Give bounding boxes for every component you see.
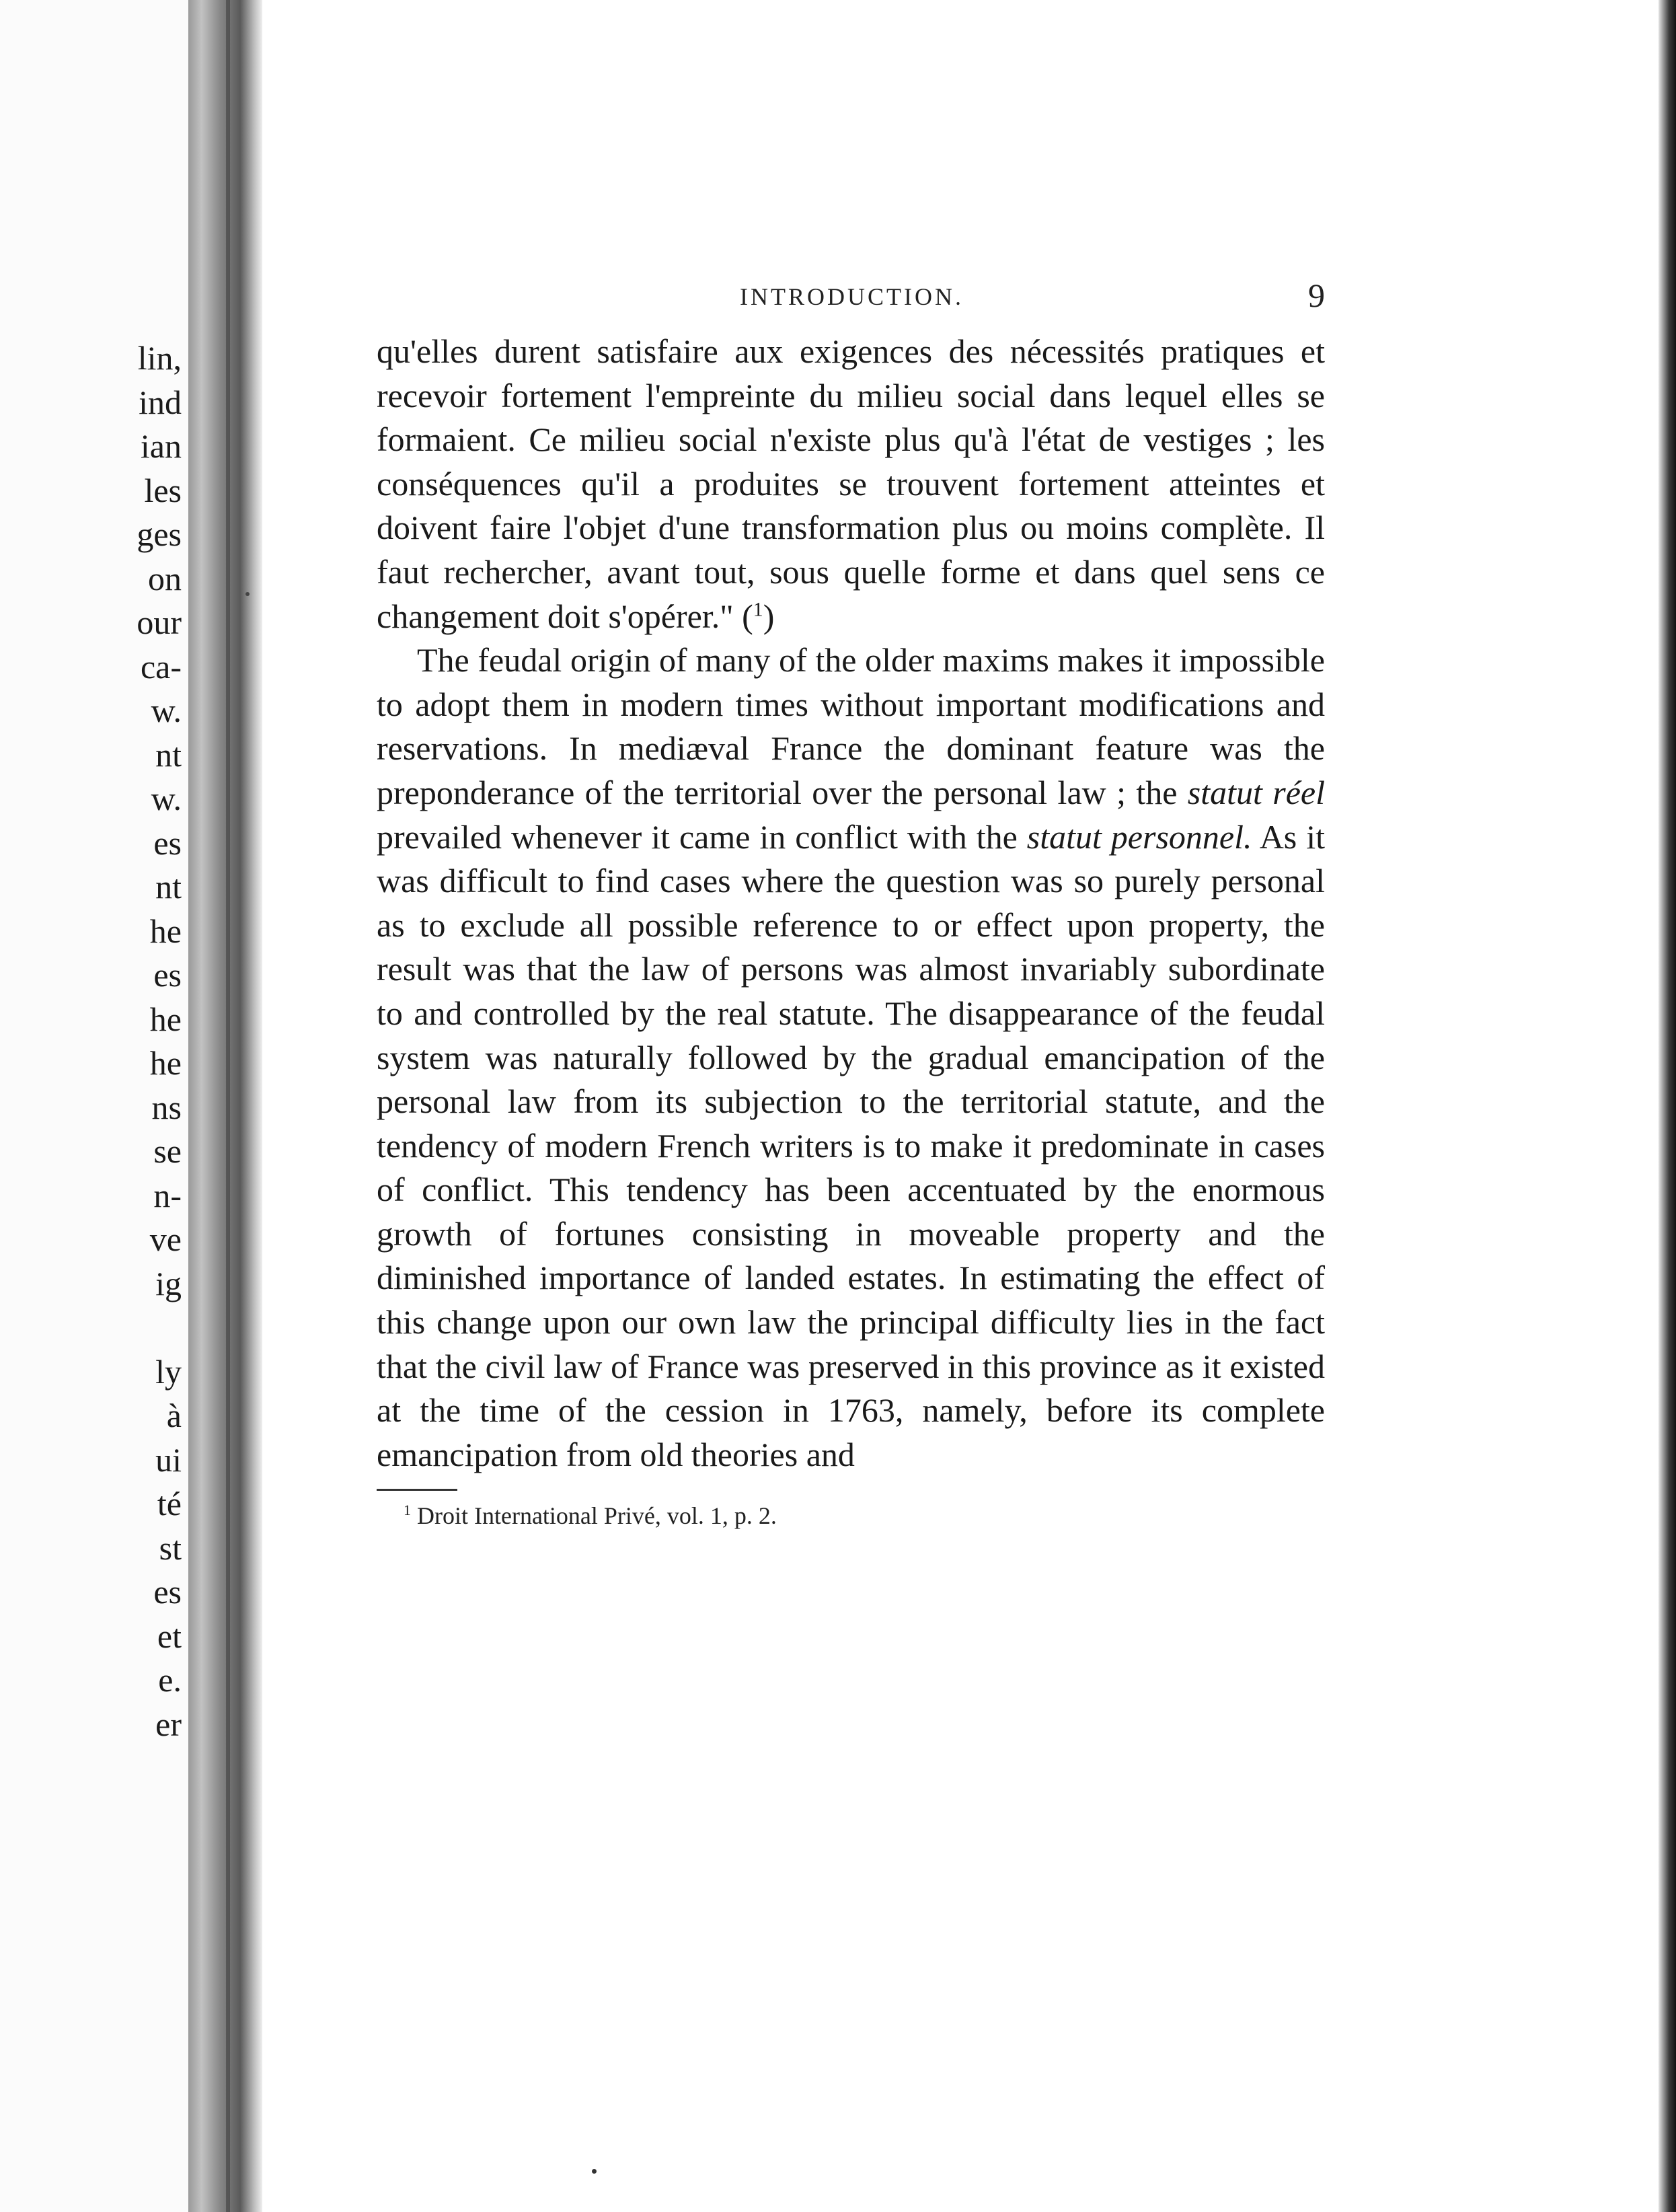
- footnote: [377, 1500, 1325, 1531]
- facing-page-line: ig: [155, 1264, 182, 1302]
- scan-border: [1659, 0, 1676, 2212]
- italic-term: statut personnel.: [1026, 817, 1252, 856]
- facing-page-line: er: [155, 1705, 182, 1743]
- facing-page-line: he: [149, 1044, 182, 1082]
- facing-page-line: té: [157, 1485, 182, 1522]
- facing-page-line: nt: [155, 868, 182, 906]
- facing-page-text: [0, 336, 182, 1746]
- facing-page-line: es: [153, 956, 182, 994]
- facing-page-line: ges: [137, 515, 182, 553]
- paragraph-text: qu'elles durent satisfaire aux exigences des nécessités pratiques et recevoir fortement l'empreinte du milieu social dans lequel elles se formaient. Ce milieu social n'existe plus qu'à l'état de vestiges ; les conséquences qu'il a produites se trouvent fortement atteintes et doivent faire l'objet d'une transformation plus ou moins complète. Il faut rechercher, avant tout, sous quelle forme et dans quel sens ce changement doit s'opérer." (: [377, 332, 1325, 635]
- page-edge: [226, 0, 230, 2212]
- specks: [592, 2169, 597, 2174]
- facing-page-line: les: [144, 471, 182, 509]
- facing-page-line: w.: [151, 780, 182, 817]
- facing-page-line: ve: [149, 1220, 182, 1258]
- facing-page-line: st: [159, 1528, 182, 1567]
- facing-page-line: our: [137, 603, 182, 641]
- facing-page-line: [0, 1306, 182, 1350]
- specks: [245, 592, 250, 596]
- facing-page-line: he: [149, 1000, 182, 1038]
- facing-page-line: se: [153, 1132, 182, 1170]
- facing-page-line: ns: [151, 1088, 182, 1126]
- facing-page-line: ind: [139, 383, 182, 421]
- facing-page-line: on: [148, 559, 182, 597]
- paragraph-text: As it was difficult to find cases where the question was so purely personal as to exclude all possible reference to or effect upon property, the result was that the law of persons was almost invariably subordinate to and controlled by the real statute. The disappearance of the feudal system was naturally followed by the gradual emancipation of the personal law from its subjection to the territorial statute, and the tendency of modern French writers is to make it predominate in cases of conflict. This tendency has been accentuated by the enormous growth of fortunes consisting in moveable property and the diminished importance of landed estates. In estimating the effect of this change upon our own law the principal difficulty lies in the fact that the civil law of France was preserved in this province as it existed at the time of the cession in 1763, namely, before its complete emancipation from old theories and: [377, 817, 1325, 1473]
- facing-page-line: et: [157, 1617, 182, 1655]
- running-head: [377, 276, 1325, 330]
- facing-page-line: nt: [155, 735, 182, 774]
- facing-page-line: à: [166, 1397, 182, 1434]
- paragraph: [377, 638, 1325, 1477]
- paragraph-text: ): [763, 597, 775, 635]
- facing-page-line: ui: [155, 1440, 182, 1479]
- facing-page-line: w.: [151, 692, 182, 729]
- paragraph: [377, 330, 1325, 638]
- footnote-rule: [377, 1489, 457, 1491]
- page-number: 9: [1308, 276, 1325, 314]
- facing-page-line: es: [153, 823, 182, 862]
- book-page: [377, 276, 1325, 1531]
- facing-page-line: ca-: [140, 647, 182, 686]
- italic-term: statut réel: [1187, 773, 1325, 811]
- facing-page-line: ly: [155, 1352, 182, 1391]
- facing-page-line: lin,: [137, 339, 182, 377]
- footnote-mark: 1: [404, 1502, 411, 1519]
- running-title: INTRODUCTION.: [740, 283, 964, 310]
- facing-page-line: e.: [158, 1661, 182, 1699]
- facing-page: [0, 0, 188, 2212]
- binding-gutter: [188, 0, 262, 2212]
- paragraph-text: The feudal origin of many of the older maxims makes it impossible to adopt them in modern times without important modifications and reservations. In mediæval France the dominant feature was the preponderance of the territorial over the personal law ; the: [377, 641, 1325, 811]
- facing-page-line: es: [153, 1573, 182, 1611]
- facing-page-line: n-: [153, 1176, 182, 1214]
- footnote-reference: 1: [753, 597, 763, 620]
- paragraph-text: prevailed whenever it came in conflict with the: [377, 817, 1027, 856]
- facing-page-line: he: [149, 912, 182, 950]
- footnote-text: Droit International Privé, vol. 1, p. 2.: [417, 1502, 777, 1530]
- body-text: [377, 330, 1325, 1477]
- facing-page-line: ian: [140, 427, 182, 465]
